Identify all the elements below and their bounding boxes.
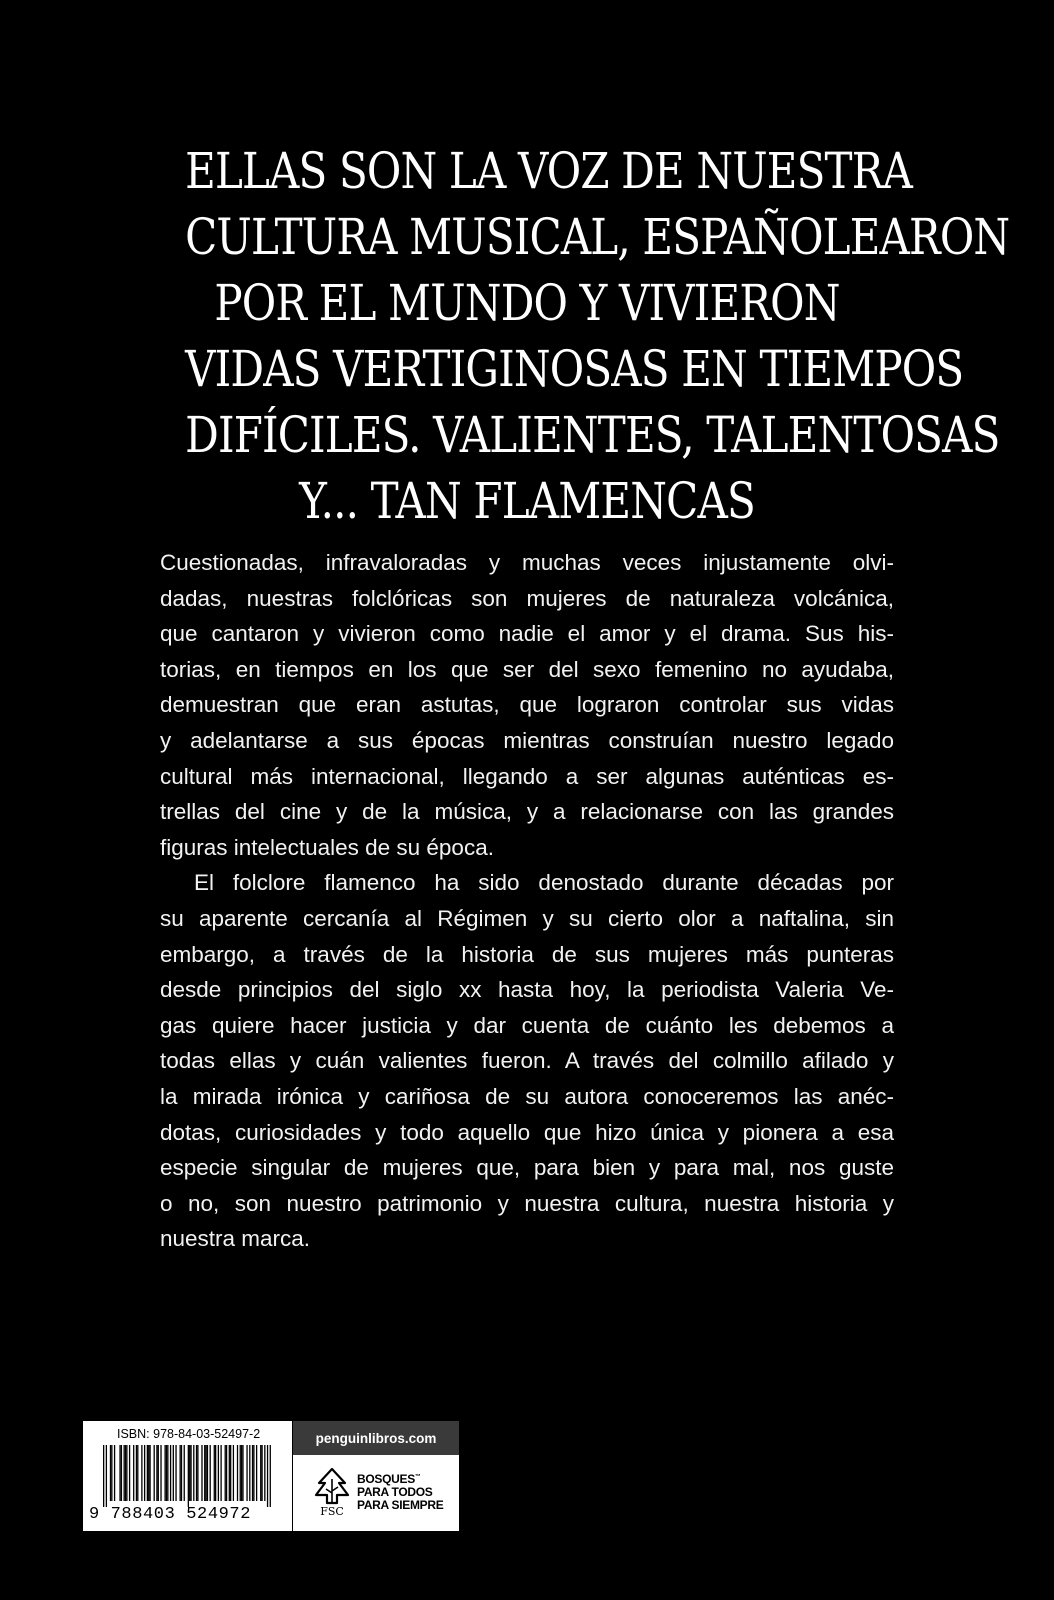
publisher-website: penguinlibros.com bbox=[293, 1421, 459, 1455]
barcode-bar bbox=[229, 1445, 230, 1501]
paragraph-2 bbox=[160, 865, 894, 1257]
headline-line: Y... TAN FLAMENCAS bbox=[299, 472, 755, 530]
barcode-bar bbox=[141, 1445, 142, 1501]
publisher-panel bbox=[292, 1421, 459, 1531]
headline-line: ELLAS SON LA VOZ DE NUESTRA bbox=[185, 142, 913, 200]
barcode-bar bbox=[226, 1445, 227, 1501]
text-line: cultural más internacional, llegando a ser algunas auténticas es- bbox=[160, 763, 894, 789]
text-line: demuestran que eran astutas, que lograron controlar sus vidas bbox=[160, 692, 894, 718]
paragraph-1 bbox=[160, 545, 894, 865]
barcode-bar bbox=[267, 1445, 268, 1507]
text-line: nuestra marca. bbox=[160, 1226, 311, 1252]
barcode-bar bbox=[210, 1445, 211, 1501]
isbn-barcode-box bbox=[83, 1421, 459, 1531]
text-line: Cuestionadas, infravaloradas y muchas veces injustamente olvi- bbox=[160, 550, 894, 575]
text-line: dadas, nuestras folclóricas son mujeres de naturaleza volcánica, bbox=[160, 585, 894, 611]
headline-line: CULTURA MUSICAL, ESPAÑOLEARON bbox=[185, 208, 1010, 266]
barcode-bar bbox=[129, 1445, 130, 1501]
barcode-bar bbox=[207, 1445, 208, 1501]
fsc-line: BOSQUES bbox=[357, 1472, 415, 1486]
text-line: trellas del cine y de la música, y a relacionarse con las grandes bbox=[160, 799, 894, 825]
barcode-bar bbox=[110, 1445, 111, 1501]
fsc-line: PARA SIEMPRE bbox=[357, 1498, 444, 1512]
barcode-bar bbox=[256, 1445, 257, 1501]
headline-line: VIDAS VERTIGINOSAS EN TIEMPOS bbox=[185, 340, 964, 398]
barcode-bar bbox=[114, 1445, 115, 1501]
barcode-bar bbox=[173, 1445, 174, 1501]
fsc-tree-icon bbox=[311, 1465, 353, 1517]
text-line: y adelantarse a sus épocas mientras construían nuestro legado bbox=[160, 727, 894, 753]
barcode-bar bbox=[147, 1445, 148, 1501]
barcode-bar bbox=[240, 1445, 241, 1501]
isbn-digits: 9 788403 524972 bbox=[89, 1505, 252, 1524]
barcode-bar bbox=[214, 1445, 215, 1501]
barcode-bar bbox=[220, 1445, 221, 1501]
barcode-bar bbox=[264, 1445, 265, 1501]
isbn-label: ISBN: 978-84-03-52497-2 bbox=[117, 1427, 261, 1441]
barcode-bar bbox=[188, 1445, 189, 1507]
barcode-bar bbox=[119, 1445, 120, 1501]
barcode-bar bbox=[270, 1445, 271, 1507]
barcode-bar bbox=[148, 1445, 149, 1501]
barcode-bar bbox=[237, 1445, 238, 1501]
synopsis bbox=[160, 545, 894, 1257]
barcode-bar bbox=[253, 1445, 254, 1501]
barcode-bar bbox=[189, 1445, 190, 1501]
barcode-panel bbox=[83, 1421, 291, 1531]
barcode-icon bbox=[103, 1445, 271, 1507]
text-line: la mirada irónica y cariñosa de su autora conoceremos las anéc- bbox=[160, 1083, 894, 1109]
text-line: todas ellas y cuán valientes fueron. A través del colmillo afilado y bbox=[160, 1048, 894, 1074]
barcode-bar bbox=[123, 1445, 124, 1501]
text-line: figuras intelectuales de su época. bbox=[160, 834, 494, 860]
text-line: que cantaron y vivieron como nadie el amor y el drama. Sus his- bbox=[160, 621, 894, 647]
text-line: dotas, curiosidades y todo aquello que hizo única y pionera a esa bbox=[160, 1119, 894, 1145]
barcode-bar bbox=[179, 1445, 180, 1501]
text-line: embargo, a través de la historia de sus mujeres más punteras bbox=[160, 941, 894, 967]
barcode-bar bbox=[111, 1445, 112, 1501]
barcode-bar bbox=[215, 1445, 216, 1501]
barcode-bar bbox=[190, 1445, 191, 1501]
barcode-bar bbox=[166, 1445, 167, 1501]
barcode-bar bbox=[225, 1445, 226, 1501]
barcode-bar bbox=[230, 1445, 231, 1501]
barcode-bar bbox=[205, 1445, 206, 1501]
barcode-bar bbox=[193, 1445, 194, 1501]
text-line: su aparente cercanía al Régimen y su cierto olor a naftalina, sin bbox=[160, 905, 894, 931]
barcode-bar bbox=[197, 1445, 198, 1501]
barcode-bar bbox=[261, 1445, 262, 1501]
barcode-bar bbox=[137, 1445, 138, 1501]
barcode-bar bbox=[233, 1445, 234, 1501]
fsc-mark: FSC bbox=[320, 1505, 344, 1517]
barcode-bar bbox=[260, 1445, 261, 1501]
barcode-bar bbox=[252, 1445, 253, 1501]
barcode-bar bbox=[184, 1445, 185, 1501]
barcode-bar bbox=[106, 1445, 107, 1507]
fsc-slogan bbox=[357, 1471, 443, 1512]
text-line: torias, en tiempos en los que ser del sexo femenino no ayudaba, bbox=[160, 656, 894, 682]
text-line: desde principios del siglo xx hasta hoy, la periodista Valeria Ve- bbox=[160, 977, 894, 1003]
barcode-bar bbox=[126, 1445, 127, 1501]
barcode-bar bbox=[241, 1445, 242, 1501]
text-line: especie singular de mujeres que, para bien y para mal, nos guste bbox=[160, 1155, 894, 1181]
barcode-bar bbox=[201, 1445, 202, 1501]
barcode-bar bbox=[154, 1445, 155, 1501]
barcode-bar bbox=[170, 1445, 171, 1501]
text-line: o no, son nuestro patrimonio y nuestra cultura, nuestra historia y bbox=[160, 1190, 894, 1216]
barcode-bar bbox=[218, 1445, 219, 1501]
barcode-bar bbox=[249, 1445, 250, 1501]
barcode-bar bbox=[133, 1445, 134, 1501]
barcode-bar bbox=[242, 1445, 243, 1501]
barcode-bar bbox=[164, 1445, 165, 1501]
headline bbox=[185, 138, 1010, 534]
barcode-bar bbox=[125, 1445, 126, 1501]
barcode-bar bbox=[175, 1445, 176, 1501]
barcode-bar bbox=[103, 1445, 104, 1507]
barcode-bar bbox=[158, 1445, 159, 1501]
text-line: gas quiere hacer justicia y dar cuenta de cuánto les debemos a bbox=[160, 1012, 894, 1038]
headline-line: DIFÍCILES. VALIENTES, TALENTOSAS bbox=[185, 406, 1000, 464]
barcode-bar bbox=[144, 1445, 145, 1501]
barcode-bar bbox=[196, 1445, 197, 1501]
barcode-bar bbox=[167, 1445, 168, 1501]
headline-line: POR EL MUNDO Y VIVIERON bbox=[214, 274, 840, 332]
barcode-bar bbox=[149, 1445, 150, 1501]
trademark-mark: ™ bbox=[414, 1474, 421, 1480]
barcode-bar bbox=[204, 1445, 205, 1501]
text-line: El folclore flamenco ha sido denostado durante décadas por bbox=[194, 870, 894, 896]
fsc-line: PARA TODOS bbox=[357, 1485, 433, 1499]
barcode-bar bbox=[136, 1445, 137, 1501]
barcode-bar bbox=[246, 1445, 247, 1501]
barcode-bar bbox=[160, 1445, 161, 1501]
barcode-bar bbox=[121, 1445, 122, 1501]
barcode-bar bbox=[156, 1445, 157, 1501]
barcode-bar bbox=[181, 1445, 182, 1501]
